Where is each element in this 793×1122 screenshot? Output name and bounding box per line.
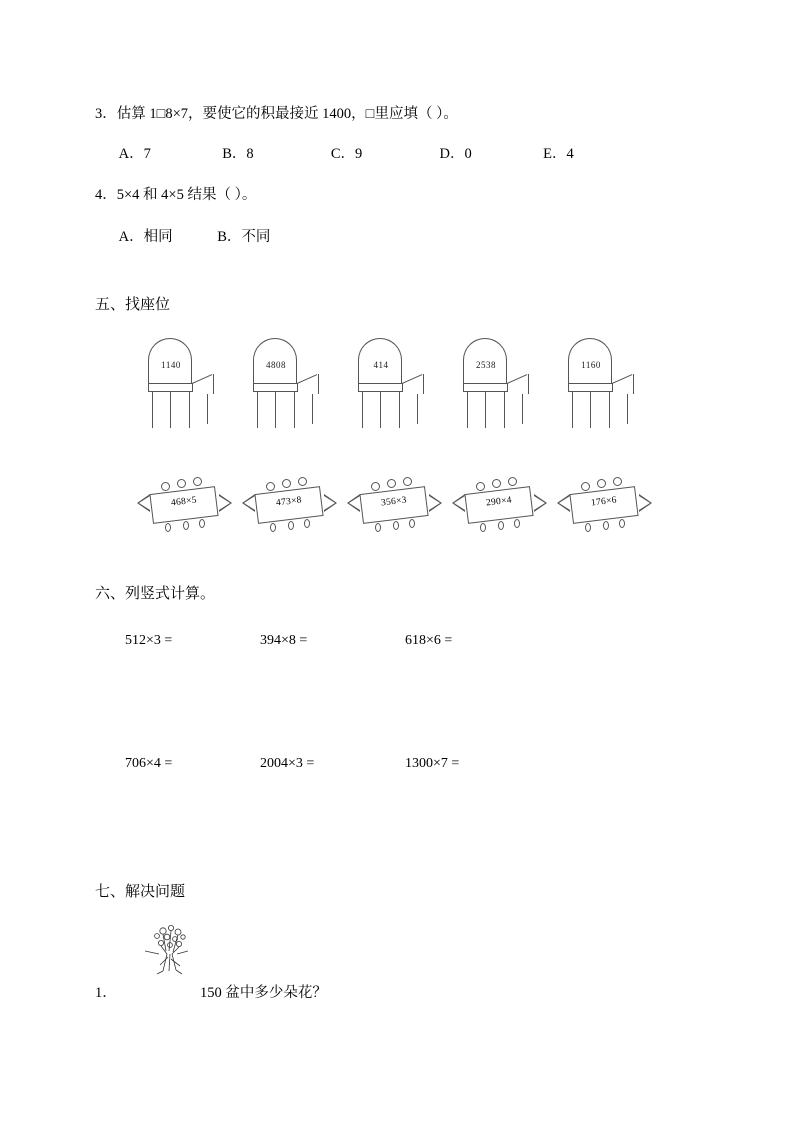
seat-leg [609, 392, 610, 428]
flower-illustration [133, 921, 705, 973]
seat-number: 1140 [161, 360, 181, 371]
seat-leg [189, 392, 190, 428]
expression-card [450, 476, 550, 538]
seat-leg [504, 392, 505, 428]
seat-leg [417, 394, 418, 424]
card-hole [282, 479, 291, 488]
arrow-left-icon [242, 494, 255, 512]
card-hole [492, 479, 501, 488]
question-4-options [95, 227, 705, 247]
card-hole [581, 482, 590, 491]
card-expression: 176×6 [590, 495, 618, 509]
seat-armrest [612, 374, 633, 384]
seat-figure [245, 338, 327, 430]
seat-number: 2538 [476, 360, 496, 371]
expression-card [345, 476, 445, 538]
seat-number: 1160 [581, 360, 601, 371]
option-a[interactable]: A．相同 [118, 228, 173, 245]
seat-number: 4808 [266, 360, 286, 371]
question-3-text: 3．估算 1□8×7，要使它的积最接近 1400，□里应填（ ）。 [95, 106, 458, 122]
seat-figure [140, 338, 222, 430]
seat-armrest [192, 374, 213, 384]
seat-armrest [297, 374, 318, 384]
card-hole [371, 482, 380, 491]
section-7-heading: 七、解决问题 [95, 884, 186, 901]
card-hole [177, 479, 186, 488]
vertical-calc-row-1 [125, 633, 705, 653]
card-foot [393, 521, 399, 530]
card-expression: 356×3 [380, 495, 408, 509]
question-3-options [95, 144, 705, 164]
seat-leg [627, 394, 628, 424]
seat-leg [294, 392, 295, 428]
card-foot [603, 521, 609, 530]
problem-1-line [95, 981, 705, 1003]
seat-surface [148, 383, 193, 392]
arrow-left-icon [137, 494, 150, 512]
arrow-right-icon [219, 494, 232, 512]
card-foot [619, 519, 625, 528]
seat-surface [358, 383, 403, 392]
card-hole [508, 477, 517, 486]
seat-leg [170, 392, 171, 428]
seat-leg [362, 392, 363, 428]
card-hole [476, 482, 485, 491]
arrow-left-icon [347, 494, 360, 512]
option-d[interactable]: D．0 [439, 146, 472, 163]
card-foot [304, 519, 310, 528]
card-hole [193, 477, 202, 486]
seat-leg [485, 392, 486, 428]
option-a[interactable]: A．7 [118, 146, 151, 163]
card-foot [480, 523, 486, 532]
calc-expression: 394×8 = [260, 633, 308, 649]
seat-armpost [318, 374, 319, 394]
card-hole [298, 477, 307, 486]
seat-leg [522, 394, 523, 424]
card-expression: 473×8 [275, 495, 303, 509]
card-hole [161, 482, 170, 491]
seat-leg [257, 392, 258, 428]
seat-armpost [633, 374, 634, 394]
section-5-heading: 五、找座位 [95, 297, 171, 314]
expression-card [555, 476, 655, 538]
seat-leg [207, 394, 208, 424]
seat-leg [399, 392, 400, 428]
flower-doodle-icon [133, 921, 213, 977]
calc-expression: 1300×7 = [405, 756, 460, 772]
seat-surface [568, 383, 613, 392]
seat-figure [455, 338, 537, 430]
card-foot [409, 519, 415, 528]
calc-expression: 2004×3 = [260, 756, 315, 772]
card-hole [597, 479, 606, 488]
card-foot [514, 519, 520, 528]
problem-number: 1． [95, 985, 117, 1002]
card-foot [183, 521, 189, 530]
question-4-text: 4．5×4 和 4×5 结果（ ）。 [95, 186, 257, 203]
seat-leg [467, 392, 468, 428]
card-foot [165, 523, 171, 532]
expression-card [240, 476, 340, 538]
vertical-calc-row-2 [125, 756, 705, 776]
arrow-right-icon [429, 494, 442, 512]
card-foot [199, 519, 205, 528]
seat-armpost [528, 374, 529, 394]
option-b[interactable]: B．不同 [217, 228, 271, 245]
seat-figure [350, 338, 432, 430]
arrow-right-icon [324, 494, 337, 512]
card-expression: 468×5 [170, 495, 198, 509]
seat-number: 414 [373, 360, 389, 371]
seat-figures-row [140, 338, 705, 448]
seat-leg [380, 392, 381, 428]
seat-figure [560, 338, 642, 430]
card-foot [585, 523, 591, 532]
arrow-right-icon [639, 494, 652, 512]
seat-surface [253, 383, 298, 392]
card-hole [403, 477, 412, 486]
card-hole [613, 477, 622, 486]
seat-armrest [402, 374, 423, 384]
seat-leg [572, 392, 573, 428]
card-hole [266, 482, 275, 491]
seat-leg [275, 392, 276, 428]
arrow-left-icon [452, 494, 465, 512]
seat-surface [463, 383, 508, 392]
seat-leg [152, 392, 153, 428]
seat-armpost [213, 374, 214, 394]
expression-card [135, 476, 235, 538]
seat-leg [312, 394, 313, 424]
calc-expression: 706×4 = [125, 756, 173, 772]
option-e[interactable]: E．4 [543, 146, 574, 163]
card-foot [288, 521, 294, 530]
section-6-heading: 六、列竖式计算。 [95, 586, 216, 603]
card-expression: 290×4 [485, 495, 513, 509]
card-foot [375, 523, 381, 532]
problem-text: 150 盆中多少朵花？ [200, 985, 327, 1002]
arrow-left-icon [557, 494, 570, 512]
seat-armpost [423, 374, 424, 394]
calc-expression: 618×6 = [405, 633, 453, 649]
card-hole [387, 479, 396, 488]
calc-expression: 512×3 = [125, 633, 173, 649]
seat-armrest [507, 374, 528, 384]
expression-cards-row [135, 476, 705, 556]
option-b[interactable]: B．8 [222, 146, 254, 163]
worksheet-content [95, 0, 705, 1003]
option-c[interactable]: C．9 [330, 146, 363, 163]
arrow-right-icon [534, 494, 547, 512]
card-foot [498, 521, 504, 530]
seat-leg [590, 392, 591, 428]
card-foot [270, 523, 276, 532]
